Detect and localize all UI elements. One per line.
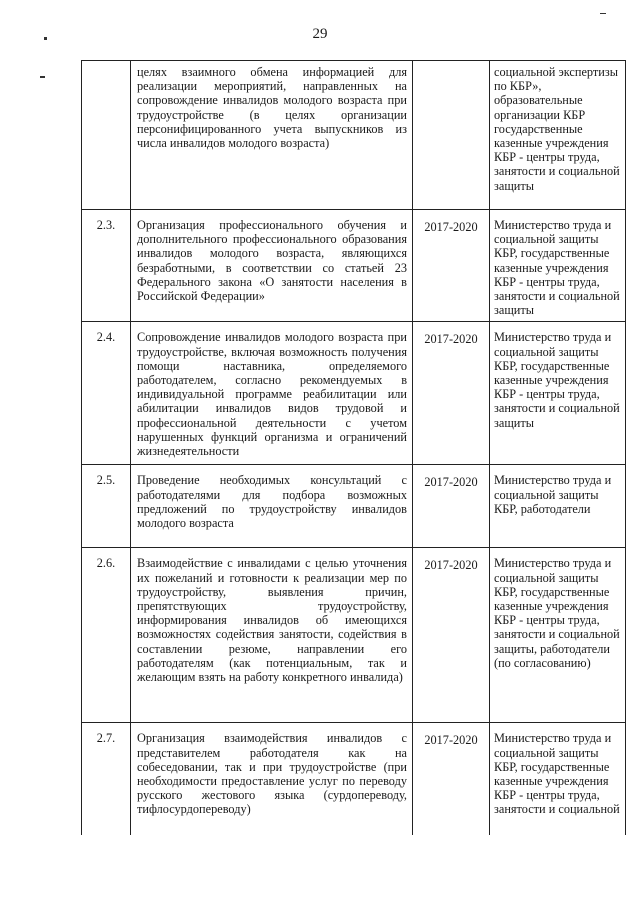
- table-row: [82, 548, 626, 723]
- table-row: [82, 322, 626, 465]
- implementation-term: 2017-2020: [413, 465, 490, 548]
- measure-description: Взаимодействие с инвалидами с целью уточнения их пожеланий и готовности к реализации мер по трудоустройству, выявления причин, препятствующих трудоустройству, информирования инвалидов об имеющихся возможностях содействия занятости, содействия в составлении резюме, направлении его работодателям (как потенциальным, так и желающим взять на работу конкретного инвалида): [131, 548, 413, 723]
- implementation-term: 2017-2020: [413, 210, 490, 322]
- measure-description: Проведение необходимых консультаций с работодателями для подбора возможных предложений по трудоустройству инвалидов молодого возраста: [131, 465, 413, 548]
- measure-description: целях взаимного обмена информацией для реализации мероприятий, направленных на сопровождение инвалидов молодого возраста при трудоустройстве (в целях организации персонифицированного учета выпускников из числа инвалидов молодого возраста): [131, 61, 413, 210]
- scan-mark: [600, 13, 606, 14]
- scan-mark: [40, 76, 45, 78]
- implementation-term: 2017-2020: [413, 548, 490, 723]
- row-number: [82, 61, 131, 210]
- implementation-term: 2017-2020: [413, 723, 490, 836]
- scan-mark: [44, 37, 47, 40]
- table-row: [82, 465, 626, 548]
- responsible-executors: социальной экспертизы по КБР», образовательные организации КБР государственные казенные учреждения КБР - центры труда, занятости и социальной защиты: [490, 61, 626, 210]
- responsible-executors: Министерство труда и социальной защиты КБР, государственные казенные учреждения КБР - центры труда, занятости и социальной защиты: [490, 210, 626, 322]
- measure-description: Сопровождение инвалидов молодого возраста при трудоустройстве, включая возможность получения помощи наставника, определяемого работодателем, согласно рекомендуемых в индивидуальной программе реабилитации или абилитации инвалидов видов трудовой и профессиональной деятельности с учетом нарушенных функций организма и ограничений жизнедеятельности: [131, 322, 413, 465]
- table-row: [82, 723, 626, 836]
- measure-description: Организация профессионального обучения и дополнительного профессионального образования инвалидов молодого возраста, являющихся безработными, в соответствии со статьей 23 Федерального закона «О занятости населения в Российской Федерации»: [131, 210, 413, 322]
- row-number: 2.6.: [82, 548, 131, 723]
- measures-table: [81, 60, 626, 835]
- table-row: [82, 61, 626, 210]
- page-number: 29: [312, 26, 328, 42]
- responsible-executors: Министерство труда и социальной защиты КБР, государственные казенные учреждения КБР - центры труда, занятости и социальной защиты: [490, 322, 626, 465]
- row-number: 2.4.: [82, 322, 131, 465]
- row-number: 2.3.: [82, 210, 131, 322]
- responsible-executors: Министерство труда и социальной защиты КБР, государственные казенные учреждения КБР - центры труда, занятости и социальной: [490, 723, 626, 836]
- measure-description: Организация взаимодействия инвалидов с представителем работодателя как на собеседовании, так и при трудоустройстве (при необходимости предоставление услуг по переводу русского жестового языка (сурдопереводу, тифлосурдопереводу): [131, 723, 413, 836]
- responsible-executors: Министерство труда и социальной защиты КБР, работодатели: [490, 465, 626, 548]
- table-row: [82, 210, 626, 322]
- responsible-executors: Министерство труда и социальной защиты КБР, государственные казенные учреждения КБР - центры труда, занятости и социальной защиты, работодатели (по согласованию): [490, 548, 626, 723]
- implementation-term: [413, 61, 490, 210]
- row-number: 2.7.: [82, 723, 131, 836]
- row-number: 2.5.: [82, 465, 131, 548]
- implementation-term: 2017-2020: [413, 322, 490, 465]
